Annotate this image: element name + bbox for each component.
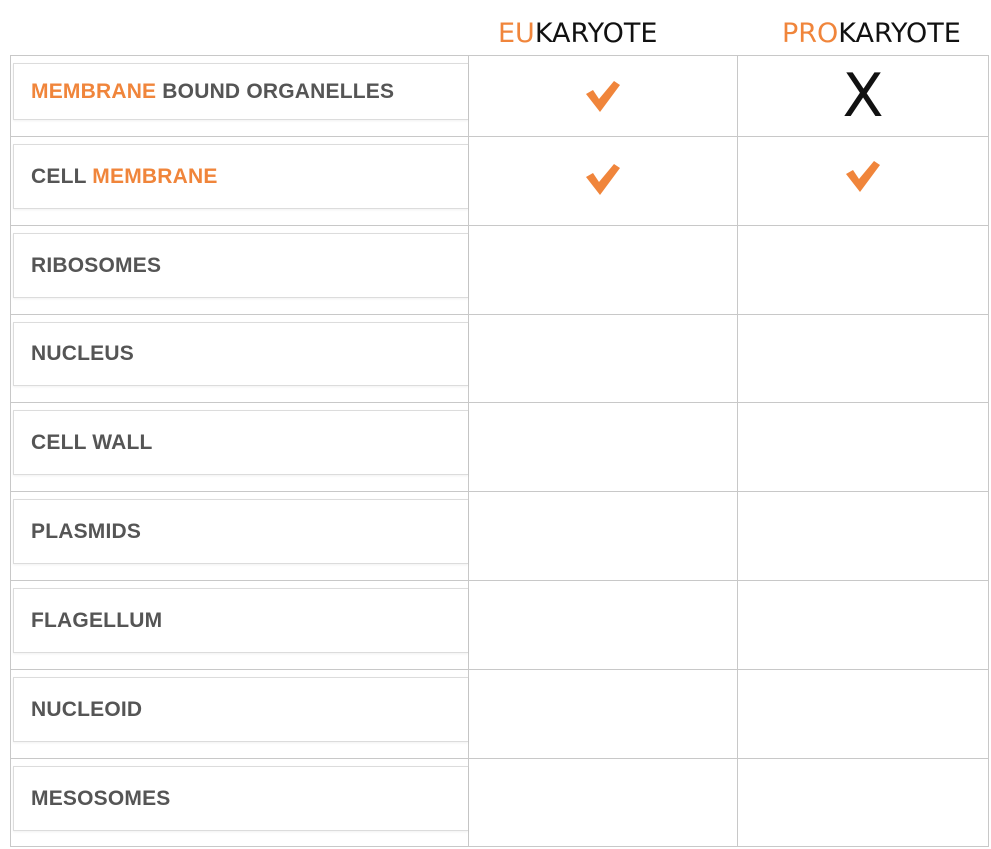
row-label: FLAGELLUM	[31, 608, 163, 632]
eukaryote-cell	[469, 315, 738, 403]
row-label	[31, 165, 218, 189]
eukaryote-cell	[469, 581, 738, 670]
row-label-cell	[11, 759, 469, 847]
row-label-cell	[11, 581, 469, 670]
comparison-table	[10, 55, 989, 847]
row-label-cell	[11, 670, 469, 759]
row-label: CELL WALL	[31, 430, 153, 454]
prokaryote-cell	[738, 403, 988, 492]
prokaryote-cell	[738, 137, 988, 226]
check-icon	[585, 79, 621, 113]
header-eukaryote-accent: EU	[498, 18, 535, 49]
row-label: MESOSOMES	[31, 786, 171, 810]
row-label-cell	[11, 315, 469, 403]
row-label-rest: BOUND ORGANELLES	[156, 79, 395, 103]
cross-mark: X	[842, 61, 884, 131]
eukaryote-cell	[469, 226, 738, 315]
prokaryote-cell	[738, 56, 988, 137]
row-label: NUCLEUS	[31, 342, 134, 365]
row-label-box	[13, 677, 468, 742]
row-label-cell	[11, 56, 469, 137]
prokaryote-cell	[738, 226, 988, 315]
prokaryote-cell	[738, 670, 988, 759]
row-label-box	[13, 144, 468, 209]
row-label: NUCLEOID	[31, 697, 143, 721]
row-label-cell	[11, 403, 469, 492]
eukaryote-cell	[469, 492, 738, 581]
row-label-box	[13, 233, 468, 298]
row-label-box	[13, 410, 468, 475]
header-prokaryote-accent: PRO	[782, 18, 839, 49]
header-eukaryote-rest: KARYOTE	[534, 18, 658, 49]
prokaryote-cell	[738, 581, 988, 670]
check-icon	[845, 159, 881, 193]
row-label-box	[13, 588, 468, 653]
row-label-box	[13, 499, 468, 564]
prokaryote-cell	[738, 315, 988, 403]
row-label-pre: CELL	[31, 164, 93, 188]
row-label-accent: MEMBRANE	[31, 79, 157, 103]
row-label-accent: MEMBRANE	[92, 164, 218, 188]
eukaryote-cell	[469, 137, 738, 226]
row-label-cell	[11, 226, 469, 315]
eukaryote-cell	[469, 403, 738, 492]
row-label-box	[13, 63, 468, 120]
header-prokaryote-rest: KARYOTE	[838, 18, 961, 49]
row-label-box	[13, 322, 468, 386]
header-prokaryote	[782, 14, 961, 54]
row-label-box	[13, 766, 468, 831]
prokaryote-cell	[738, 492, 988, 581]
eukaryote-cell	[469, 670, 738, 759]
check-icon	[585, 162, 621, 196]
header-eukaryote	[498, 14, 657, 54]
prokaryote-cell	[738, 759, 988, 847]
row-label-cell	[11, 137, 469, 226]
eukaryote-cell	[469, 56, 738, 137]
eukaryote-cell	[469, 759, 738, 847]
row-label: RIBOSOMES	[31, 253, 162, 277]
row-label-cell	[11, 492, 469, 581]
row-label	[31, 80, 394, 104]
row-label: PLASMIDS	[31, 519, 142, 543]
